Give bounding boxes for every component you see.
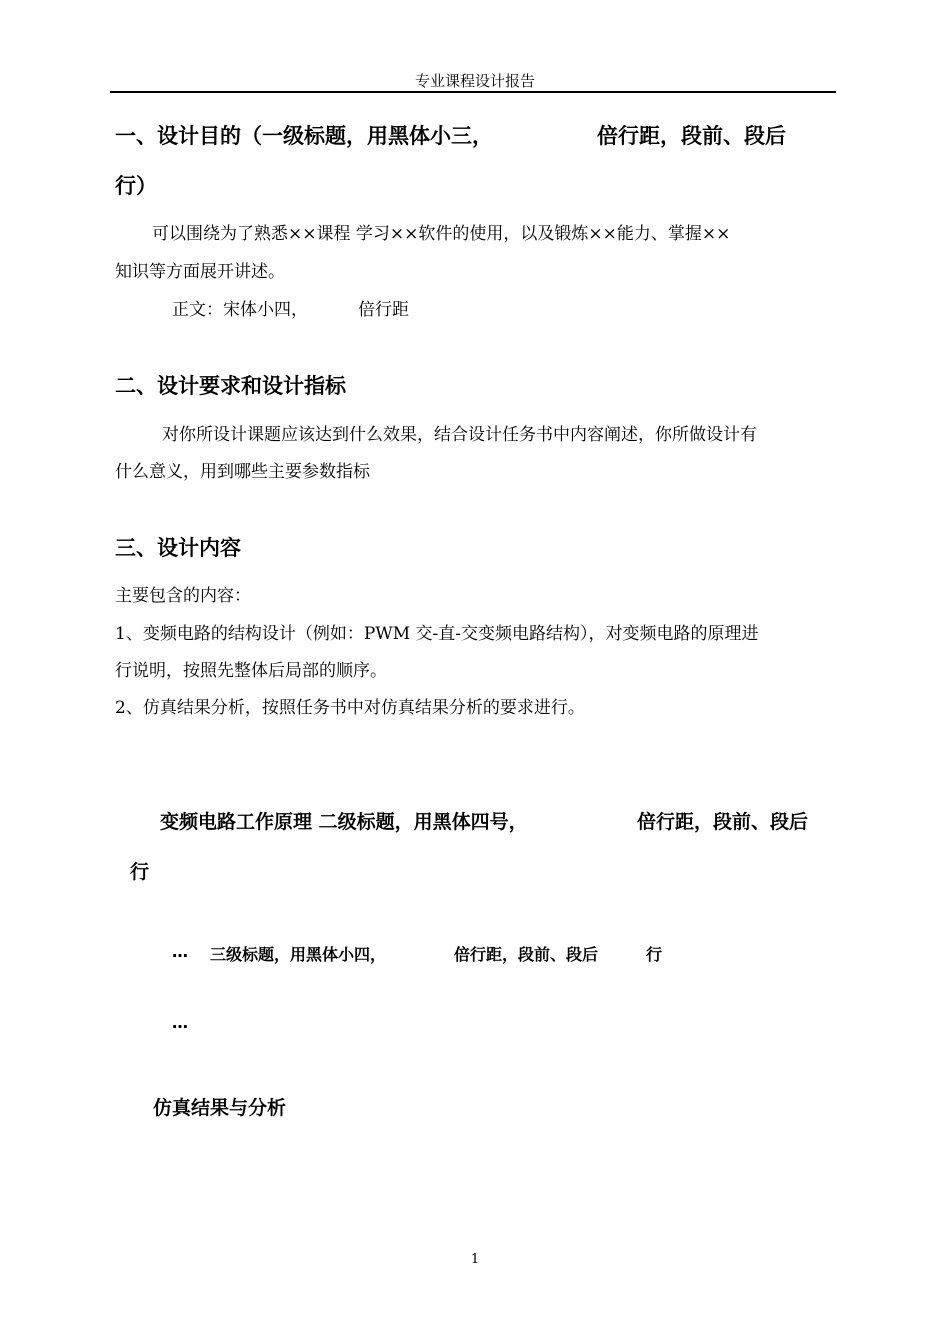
section3-item2: 2、仿真结果分析，按照任务书中对仿真结果分析的要求进行。 <box>115 698 585 718</box>
subsubsection-heading-part1: 三级标题，用黑体小四， <box>210 945 387 964</box>
section1-body-note-part2: 倍行距 <box>358 300 409 320</box>
subsection2-heading: 仿真结果与分析 <box>153 1097 287 1119</box>
subsubsection-heading-part2: 倍行距，段前、段后 <box>454 945 599 964</box>
section3-heading: 三、设计内容 <box>115 536 241 560</box>
section3-item1-line2: 行说明，按照先整体后局部的顺序。 <box>115 661 387 681</box>
section3-item1-line1: 1、变频电路的结构设计（例如：PWM 交-直-交变频电路结构），对变频电路的原理进 <box>115 624 759 644</box>
section2-paragraph-line2: 什么意义，用到哪些主要参数指标 <box>115 462 370 482</box>
section1-heading-part2: 倍行距，段前、段后 <box>597 124 786 148</box>
subsection1-heading-part3: 行 <box>130 861 150 883</box>
header-rule <box>110 91 836 93</box>
section1-heading-part1: 一、设计目的（一级标题，用黑体小三， <box>115 124 493 148</box>
subsubsection-heading-part3: 行 <box>646 945 663 964</box>
section1-body-note-part1: 正文：宋体小四， <box>172 300 308 320</box>
section1-heading-part3: 行） <box>115 174 157 198</box>
section3-intro: 主要包含的内容： <box>115 586 251 606</box>
section2-heading: 二、设计要求和设计指标 <box>115 374 346 398</box>
section2-paragraph-line1: 对你所设计课题应该达到什么效果，结合设计任务书中内容阐述，你所做设计有 <box>162 425 757 445</box>
subsection1-heading-part2: 倍行距，段前、段后 <box>637 811 809 833</box>
subsection1-heading-part1: 变频电路工作原理 二级标题，用黑体四号， <box>160 811 528 833</box>
section1-paragraph-line2: 知识等方面展开讲述。 <box>115 262 285 282</box>
subsubsection-dots-2: … <box>172 1013 188 1032</box>
page-number: 1 <box>470 1252 480 1267</box>
page-header-title: 专业课程设计报告 <box>414 72 535 90</box>
section1-paragraph-line1: 可以围绕为了熟悉××课程 学习××软件的使用，以及锻炼××能力、掌握×× <box>152 224 731 244</box>
subsubsection-dots: … <box>172 942 188 961</box>
